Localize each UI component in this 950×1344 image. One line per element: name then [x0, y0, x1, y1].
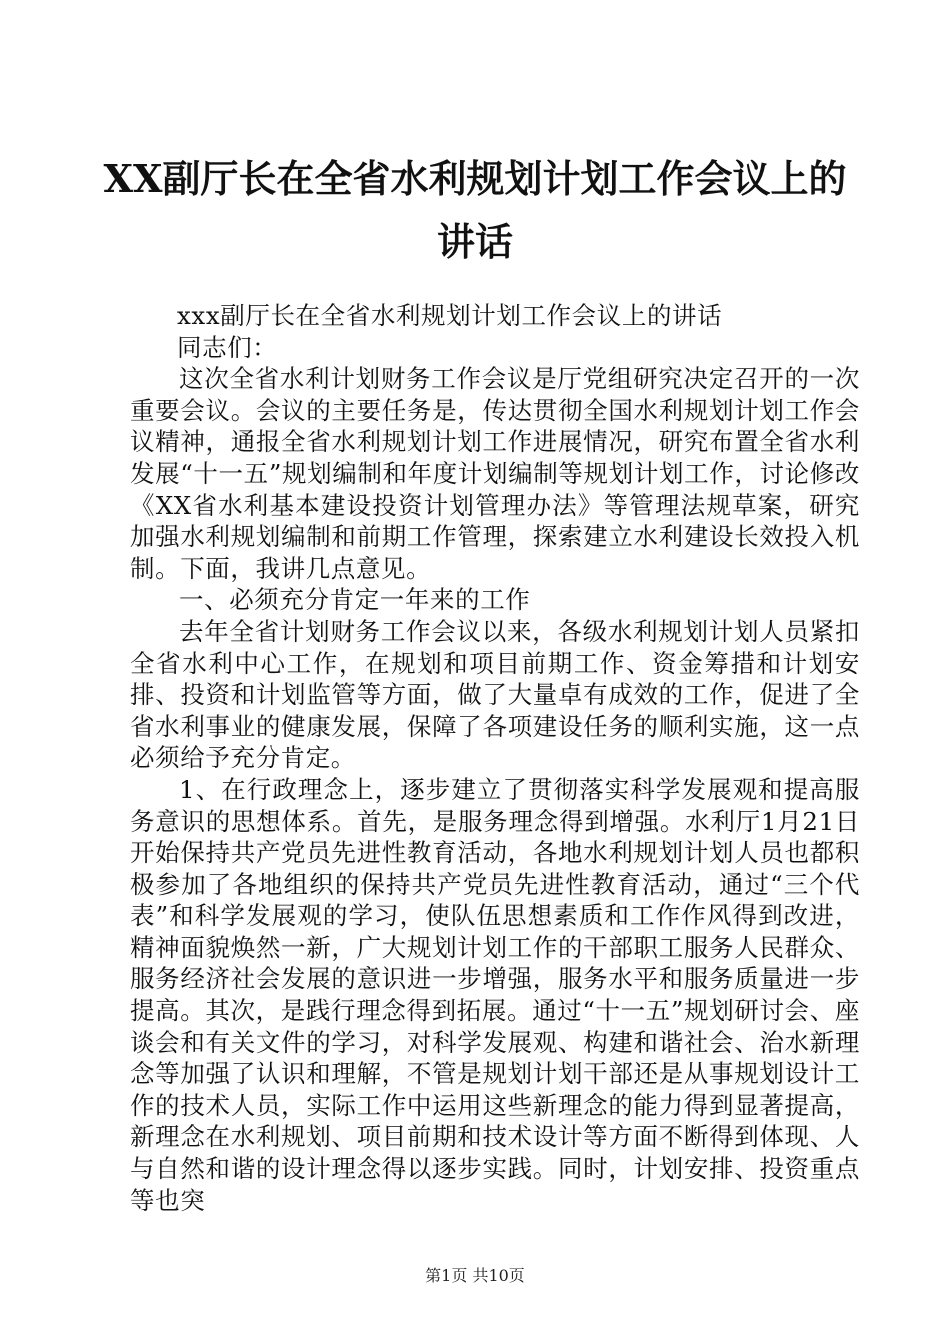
paragraph-intro: 这次全省水利计划财务工作会议是厅党组研究决定召开的一次重要会议。会议的主要任务是，传达贯彻全国水利规划计划工作会议精神，通报全省水利规划计划工作进展情况，研究布置全省水利发展“十一五”规划编制和年度计划编制等规划计划工作，讨论修改《XX省水利基本建设投资计划管理办法》等管理法规草案，研究加强水利规划编制和前期工作管理，探索建立水利建设长效投入机制。下面，我讲几点意见。: [130, 364, 860, 583]
page-number-footer: 第1页 共10页: [425, 1266, 525, 1285]
document-body: [130, 300, 860, 1216]
paragraph-review: 去年全省计划财务工作会议以来，各级水利规划计划人员紧扣全省水利中心工作，在规划和项目前期工作、资金筹措和计划安排、投资和计划监管等方面，做了大量卓有成效的工作，促进了全省水利事业的健康发展，保障了各项建设任务的顺利实施，这一点必须给予充分肯定。: [130, 616, 860, 773]
document-title-line-1: XX副厅长在全省水利规划计划工作会议上的: [103, 156, 847, 201]
document-title-line-2: 讲话: [436, 219, 513, 264]
greeting: 同志们：: [177, 332, 278, 362]
section-heading: 一、必须充分肯定一年来的工作: [179, 585, 531, 615]
paragraph-point-1: 1、在行政理念上，逐步建立了贯彻落实科学发展观和提高服务意识的思想体系。首先，是服务理念得到增强。水利厅1月21日开始保持共产党员先进性教育活动，各地水利规划计划人员也都积极参加了各地组织的保持共产党员先进性教育活动，通过“三个代表”和科学发展观的学习，使队伍思想素质和工作作风得到改进，精神面貌焕然一新，广大规划计划工作的干部职工服务人民群众、服务经济社会发展的意识进一步增强，服务水平和服务质量进一步提高。其次，是践行理念得到拓展。通过“十一五”规划研讨会、座谈会和有关文件的学习，对科学发展观、构建和谐社会、治水新理念等加强了认识和理解，不管是规划计划干部还是从事规划设计工作的技术人员，实际工作中运用这些新理念的能力得到显著提高，新理念在水利规划、项目前期和技术设计等方面不断得到体现、人与自然和谐的设计理念得以逐步实践。同时，计划安排、投资重点等也突: [130, 774, 860, 1215]
document-subtitle: xxx副厅长在全省水利规划计划工作会议上的讲话: [177, 301, 723, 330]
